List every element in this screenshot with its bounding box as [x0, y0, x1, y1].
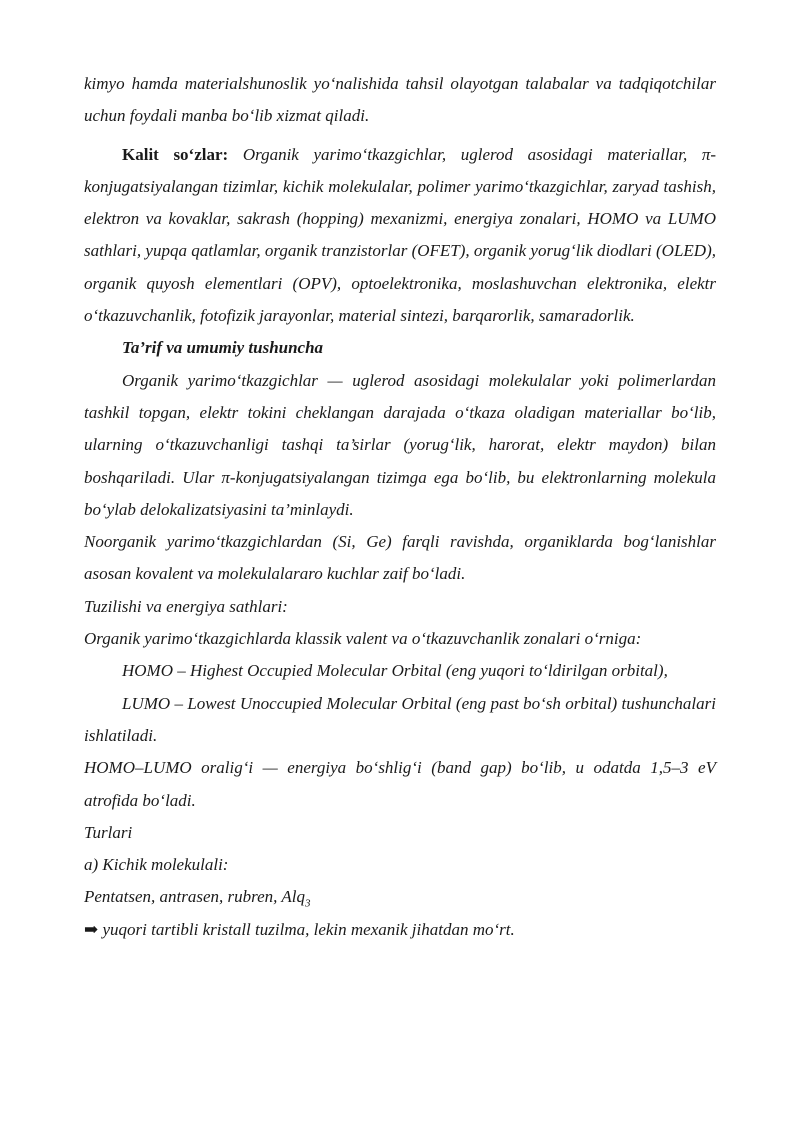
definition-paragraph: Organik yarimo‘tkazgichlar — uglerod asosidagi molekulalar yoki polimerlardan tashkil topgan, elektr tokini cheklangan darajada o‘tkaza oladigan materiallar bo‘lib, ularning o‘tkazuvchanligi tashqi ta’sirlar (yorug‘lik, harorat, elektr maydon) bilan boshqariladi. Ular π-konjugatsiyalangan tizimga ega bo‘lib, bu elektronlarning molekula bo‘ylab delokalizatsiyasini ta’minlaydi.: [84, 370, 716, 519]
band-gap-paragraph: HOMO–LUMO oralig‘i — energiya bo‘shlig‘i (band gap) bo‘lib, u odatda 1,5–3 eV atrofida bo‘ladi.: [84, 758, 716, 810]
definition-heading: Ta’rif va umumiy tushuncha: [122, 338, 324, 358]
structure-paragraph: Organik yarimo‘tkazgichlarda klassik valent va o‘tkazuvchanlik zonalari o‘rniga:: [84, 629, 642, 649]
keywords-label: Kalit so‘zlar:: [122, 144, 229, 164]
small-molecules-examples: [84, 881, 716, 913]
small-molecules-note-text: yuqori tartibli kristall tuzilma, lekin mexanik jihatdan mo‘rt.: [98, 919, 515, 939]
keywords-paragraph: [84, 139, 716, 333]
small-molecules-heading: a) Kichik molekulali:: [84, 855, 229, 875]
types-heading: Turlari: [84, 822, 133, 842]
small-molecules-examples-text: Pentatsen, antrasen, rubren, Alq: [84, 887, 305, 907]
structure-heading: Tuzilishi va energiya sathlari:: [84, 596, 288, 616]
small-molecules-note: [84, 914, 716, 946]
right-arrow-icon: ➡: [84, 919, 99, 939]
alq-subscript: 3: [304, 897, 311, 910]
homo-paragraph: HOMO – Highest Occupied Molecular Orbital (eng yuqori to‘ldirilgan orbital),: [122, 661, 668, 681]
keywords-text: Organik yarimo‘tkazgichlar, uglerod asosidagi materiallar, π-konjugatsiyalangan tizimlar, kichik molekulalar, polimer yarimo‘tkazgichlar, zaryad tashish, elektron va kovaklar, sakrash (hopping) mexanizmi, energiya zonalari, HOMO va LUMO sathlari, yupqa qatlamlar, organik tranzistorlar (OFET), organik yorug‘lik diodlari (OLED), organik quyosh elementlari (OPV), optoelektronika, moslashuvchan elektronika, elektr o‘tkazuvchanlik, fotofizik jarayonlar, material sintezi, barqarorlik, samaradorlik.: [84, 144, 716, 326]
lumo-paragraph: LUMO – Lowest Unoccupied Molecular Orbital (eng past bo‘sh orbital) tushunchalari ishlatiladi.: [84, 693, 716, 745]
inorganic-comparison-paragraph: Noorganik yarimo‘tkazgichlardan (Si, Ge) farqli ravishda, organiklarda bog‘lanishlar asosan kovalent va molekulalararo kuchlar zaif bo‘ladi.: [84, 532, 716, 584]
intro-end-paragraph: kimyo hamda materialshunoslik yo‘nalishida tahsil olayotgan talabalar va tadqiqotchilar uchun foydali manba bo‘lib xizmat qiladi.: [84, 74, 716, 126]
